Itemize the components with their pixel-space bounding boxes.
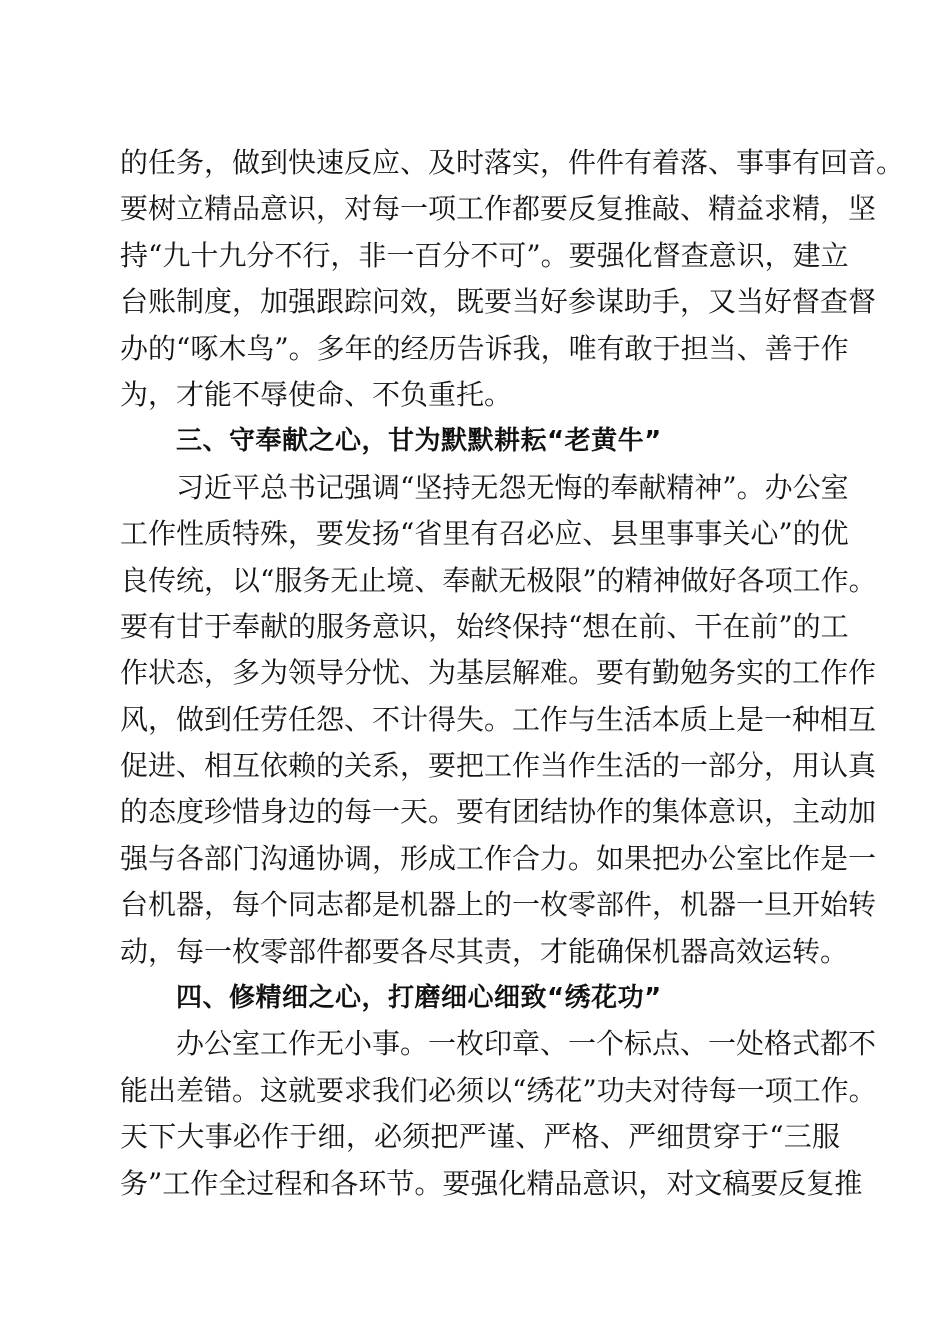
text-line: 风，做到任劳任怨、不计得失。工作与生活本质上是一种相互 xyxy=(120,702,877,736)
text-line: 作状态，多为领导分忧、为基层解难。要有勤勉务实的工作作 xyxy=(120,656,877,690)
text-line: 台机器，每个同志都是机器上的一枚零部件，机器一旦开始转 xyxy=(120,888,877,922)
paragraph-1 xyxy=(120,140,905,418)
text-line: 习近平总书记强调“坚持无怨无悔的奉献精神”。办公室 xyxy=(176,470,849,504)
text-line: 为，才能不辱使命、不负重托。 xyxy=(120,377,513,411)
text-line: 办公室工作无小事。一枚印章、一个标点、一处格式都不 xyxy=(176,1027,877,1061)
text-line: 办的“啄木鸟”。多年的经历告诉我，唯有敢于担当、善于作 xyxy=(120,331,849,365)
text-line: 台账制度，加强跟踪问效，既要当好参谋助手，又当好督查督 xyxy=(120,285,877,319)
text-line: 良传统，以“服务无止境、奉献无极限”的精神做好各项工作。 xyxy=(120,563,877,597)
text-line: 的态度珍惜身边的每一天。要有团结协作的集体意识，主动加 xyxy=(120,795,877,829)
text-line: 务”工作全过程和各环节。要强化精品意识，对文稿要反复推 xyxy=(120,1166,863,1200)
text-line: 要树立精品意识，对每一项工作都要反复推敲、精益求精，坚 xyxy=(120,192,877,226)
text-line: 天下大事必作于细，必须把严谨、严格、严细贯穿于“三服 xyxy=(120,1120,840,1154)
document-body xyxy=(120,140,905,1207)
text-line: 持“九十九分不行，非一百分不可”。要强化督查意识，建立 xyxy=(120,238,849,272)
text-line: 动，每一枚零部件都要各尽其责，才能确保机器高效运转。 xyxy=(120,934,849,968)
text-line: 强与各部门沟通协调，形成工作合力。如果把办公室比作是一 xyxy=(120,841,877,875)
paragraph-2 xyxy=(120,465,877,975)
paragraph-3 xyxy=(120,1021,877,1207)
text-line: 工作性质特殊，要发扬“省里有召必应、县里事事关心”的优 xyxy=(120,517,849,551)
text-line: 促进、相互依赖的关系，要把工作当作生活的一部分，用认真 xyxy=(120,749,877,783)
text-line: 能出差错。这就要求我们必须以“绣花”功夫对待每一项工作。 xyxy=(120,1073,877,1107)
section-heading-4: 四、修精细之心，打磨细心细致“绣花功” xyxy=(176,983,662,1014)
section-heading-3: 三、守奉献之心，甘为默默耕耘“老黄牛” xyxy=(176,426,662,457)
text-line: 的任务，做到快速反应、及时落实，件件有着落、事事有回音。 xyxy=(120,146,905,179)
text-line: 要有甘于奉献的服务意识，始终保持“想在前、干在前”的工 xyxy=(120,609,849,643)
